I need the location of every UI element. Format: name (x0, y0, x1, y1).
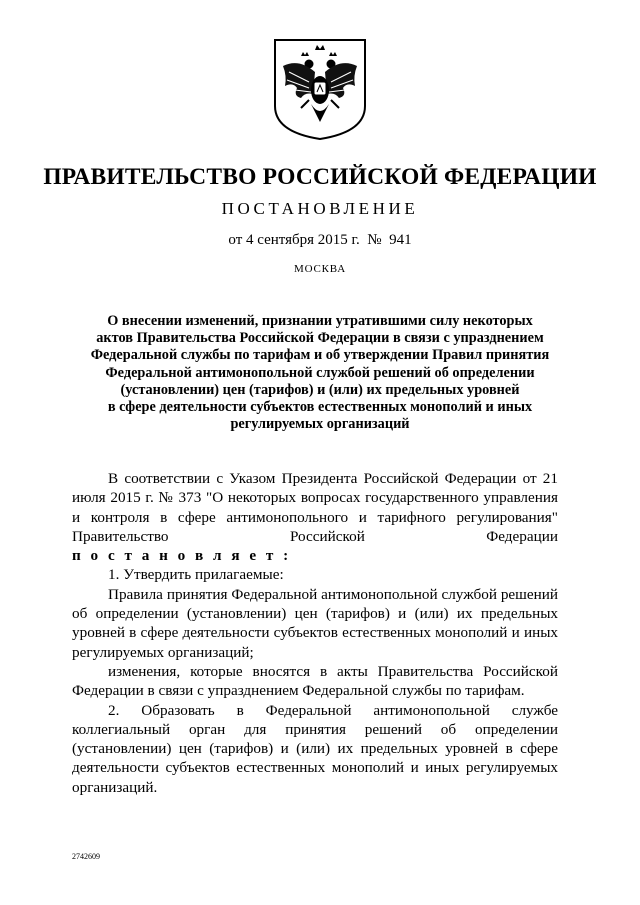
subject-line: О внесении изменений, признании утратившими силу некоторых (107, 313, 533, 329)
date-and-number: от 4 сентября 2015 г. № 941 (228, 232, 412, 248)
document-code: 2742609 (72, 852, 100, 861)
subject-line: (установлении) цен (тарифов) и (или) их предельных уровней (120, 381, 520, 398)
subject-line: Федеральной службы по тарифам и об утверждении Правил принятия (90, 347, 550, 364)
preamble-paragraph: В соответствии с Указом Президента Российской Федерации от 21 июля 2015 г. № 373 "О некоторых вопросах государственного управления и контроля в сфере антимонопольного и тарифного регулирования" Правительство Российской Федерации (72, 470, 558, 545)
subject-line: Федеральной антимонопольной службой решений об определении (105, 364, 535, 381)
item-2: 2. Образовать в Федеральной антимонопольной службе коллегиальный орган для принятия решений об определении (установлении) цен (тарифов) и (или) их предельных уровней в сфере деятельности субъектов естественных монополий и иных регулируемых организаций. (72, 701, 558, 796)
document-type: ПОСТАНОВЛЕНИЕ (221, 199, 419, 218)
document-subject (60, 313, 580, 433)
item-1-rules: Правила принятия Федеральной антимонопольной службой решений об определении (установлении) цен (тарифов) и (или) их предельных уровней в сфере деятельности субъектов естественных монополий и иных регулируемых организаций; (72, 585, 558, 661)
government-title: ПРАВИТЕЛЬСТВО РОССИЙСКОЙ ФЕДЕРАЦИИ (43, 164, 597, 190)
subject-line: актов Правительства Российской Федерации в связи с упразднением (96, 330, 544, 347)
coat-of-arms-emblem (271, 36, 369, 142)
city: МОСКВА (294, 263, 346, 275)
subject-line: в сфере деятельности субъектов естественных монополий и иных (107, 399, 533, 416)
document-body (72, 469, 558, 797)
decrees-word: п о с т а н о в л я е т : (72, 547, 292, 565)
item-1: 1. Утвердить прилагаемые: (108, 566, 284, 584)
item-1-changes: изменения, которые вносятся в акты Правительства Российской Федерации в связи с упразднением Федеральной службы по тарифам. (72, 662, 558, 700)
subject-line: регулируемых организаций (230, 416, 410, 433)
